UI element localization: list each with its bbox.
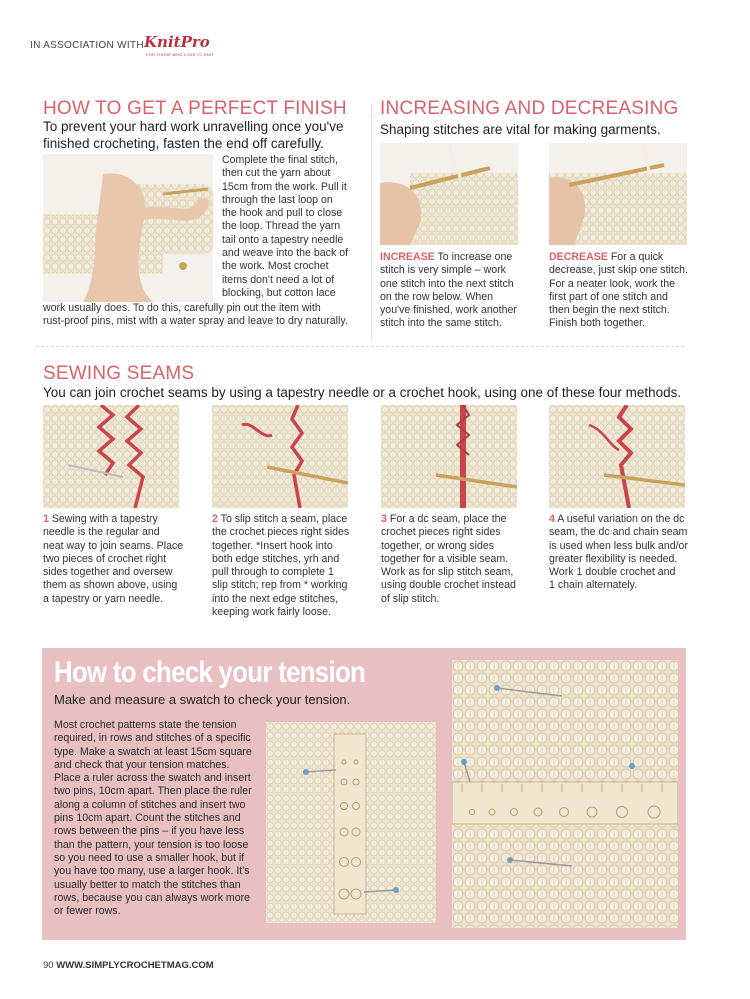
seam-number-4: 4 [549,513,555,525]
body-line: two pins, 10cm apart. Then place the ruler [54,785,252,798]
body-line: together. *Insert hook into [212,539,333,552]
body-line: than the pattern, your tension is too loose [54,838,249,851]
incdec-subheading: Shaping stitches are vital for making garments. [380,122,661,137]
seams-heading: SEWING SEAMS [43,363,195,384]
seam-text-3 [381,513,546,606]
column-divider [371,104,372,340]
body-line: along a column of stitches and insert two [54,798,246,811]
body-line: pull through to complete 1 [212,566,334,579]
seam-number-2: 2 [212,513,218,525]
body-line: stitch into the same stitch. [380,317,502,330]
body-line: and check that your tension matches. [54,758,230,771]
finish-photo [43,154,213,302]
body-line: so you need to use a smaller hook, but if [54,851,245,864]
body-line: items don't need a lot of [222,273,335,286]
body-line: using double crochet instead [381,579,516,592]
body-line: rows between the pins – if you have less [54,825,245,838]
association-label: IN ASSOCIATION WITH [30,40,144,51]
body-line: or fewer rows. [54,905,121,918]
finish-body-narrow [222,154,367,300]
seam-text-1 [43,513,203,606]
body-line: of slip stitch. [381,592,440,605]
body-line: through the last loop on [222,193,333,206]
body-line: sides together and oversew [43,566,173,579]
decrease-text [549,251,709,331]
increase-photo [380,143,518,245]
body-line: work usually does. To do this, carefully pin out the item with [43,302,321,314]
body-line: into the next edge stitches, [212,592,339,605]
body-line: needle is the regular and [43,526,160,539]
body-line: neat way to join seams. Place [43,539,184,552]
body-line: usually better to match the stitches than [54,878,241,891]
body-line: slip stitch; rep from * working [212,579,348,592]
body-line: decrease, just skip one stitch. [549,264,688,277]
seam-photo-3 [381,405,517,508]
body-line: required, in rows and stitches of a specific [54,732,251,745]
body-line: Complete the final stitch, [222,154,338,166]
incdec-heading: INCREASING AND DECREASING [380,98,679,119]
body-line: Finish both together. [549,317,645,330]
body-line: tail onto a tapestry needle [222,233,344,246]
body-line: then cut the yarn about [222,167,331,180]
website-link[interactable]: WWW.SIMPLYCROCHETMAG.COM [56,960,214,971]
body-line: rows, because you can always work more [54,891,251,904]
finish-body-wide [43,302,368,329]
section-divider [36,346,684,347]
body-line: INCREASE To increase one [380,251,513,263]
body-line: 15cm from the work. Pull it [222,180,347,193]
decrease-label: DECREASE [549,251,608,263]
page-footer [43,960,214,971]
tension-heading: How to check your tension [54,656,366,689]
body-line: stitch is very simple – work [380,264,506,277]
body-line: 1 chain alternately. [549,579,638,592]
body-line: a tapestry or yarn needle. [43,592,164,605]
tension-subheading: Make and measure a swatch to check your tension. [54,692,351,707]
body-line: DECREASE For a quick [549,251,664,263]
seam-photo-2 [212,405,348,508]
seam-number-1: 1 [43,513,49,525]
decrease-photo [549,143,687,245]
body-line: you've finished, work another [380,304,517,317]
body-line: seam, the dc and chain seam [549,526,688,539]
body-line: keeping work fairly loose. [212,606,331,619]
finish-subheading: To prevent your hard work unravelling once you've finished crocheting, fasten the end off carefully. [43,119,344,151]
tension-photo-vertical [266,722,436,923]
body-line: the hook and pull to close [222,207,343,220]
body-line: Place a ruler across the swatch and insert [54,772,251,785]
body-line: the loop. Thread the yarn [222,220,341,233]
body-line: one stitch into the next stitch [380,277,514,290]
finish-heading: HOW TO GET A PERFECT FINISH [43,98,347,119]
body-line: 3 For a dc seam, place the [381,513,507,525]
body-line: For a neater look, work the [549,277,676,290]
brand-tagline: FOR THOSE WHO LOVE TO KNIT [146,52,214,57]
body-line: you have too many, use a larger hook. It's [54,865,250,878]
page-number: 90 [43,960,54,971]
body-line: on the row below. When [380,290,494,303]
body-line: the crochet pieces right sides [212,526,350,539]
seam-photo-4 [549,405,685,508]
body-line: 1 Sewing with a tapestry [43,513,158,525]
seam-text-4 [549,513,714,593]
seam-photo-1 [43,405,179,508]
body-line: together, or wrong sides [381,539,495,552]
body-line: 2 To slip stitch a seam, place [212,513,348,525]
body-line: Work 1 double crochet and [549,566,676,579]
body-line: Most crochet patterns state the tension [54,719,237,731]
body-line: both edge stitches, yrh and [212,552,340,565]
body-line: and weave into the back of [222,247,349,260]
body-line: crochet pieces right sides [381,526,501,539]
body-line: 4 A useful variation on the dc [549,513,685,525]
body-line: is used when less bulk and/or [549,539,688,552]
increase-label: INCREASE [380,251,435,263]
body-line: blocking, but cotton lace [222,286,336,299]
body-line: two pieces of crochet right [43,552,167,565]
seam-number-3: 3 [381,513,387,525]
body-line: first part of one stitch and [549,290,668,303]
body-line: together for a visible seam. [381,552,509,565]
increase-text [380,251,540,331]
tension-body [54,719,264,918]
tension-photo-horizontal [452,660,678,928]
body-line: them as shown above, using [43,579,178,592]
body-line: Work as for slip stitch seam, [381,566,514,579]
body-line: rust-proof pins, mist with a water spray and leave to dry naturally. [43,315,348,328]
body-line: type. Make a swatch at least 15cm square [54,745,252,758]
seams-subheading: You can join crochet seams by using a tapestry needle or a crochet hook, using one of these four methods. [43,385,682,400]
body-line: then begin the next stitch. [549,304,670,317]
brand-logo: KnitPro [144,33,210,51]
body-line: pins 10cm apart. Count the stitches and [54,812,241,825]
body-line: greater flexibility is needed. [549,552,678,565]
body-line: the work. Most crochet [222,260,329,273]
seam-text-2 [212,513,377,619]
